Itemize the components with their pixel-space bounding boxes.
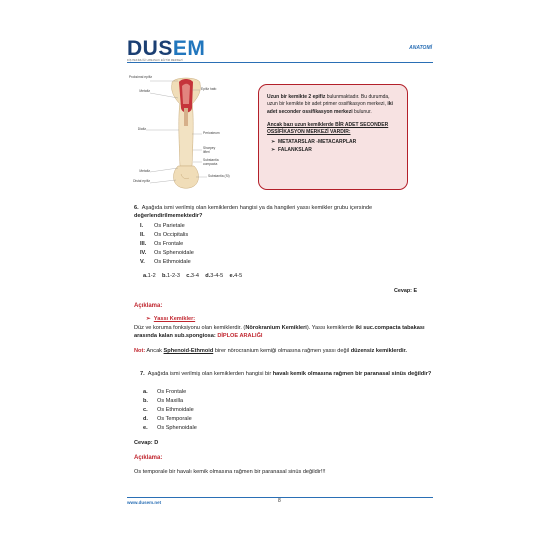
q6-explanation-title: Açıklama: xyxy=(134,303,163,309)
page-number: 8 xyxy=(278,498,281,504)
q6-note: Not: Ancak Sphenoid-Ethmoid birer nörocranium kemiği olmasına rağmen yassı değil düzensiz kemiklerdir. xyxy=(134,348,407,354)
label-metaphysis-bottom: Metafiz xyxy=(139,169,150,173)
label-substantia-compacta: Substantia compacta xyxy=(203,158,219,166)
arrow-bullet-icon: ➢ xyxy=(271,139,276,146)
info-paragraph-1: Uzun bir kemikte 2 epifiz bulunmaktadır. Bu durumda, uzun bir kemikte bir adet primer ossifikasyon merkezi, iki adet seconder ossifikasyon merkezi bulunur. xyxy=(267,94,393,115)
q7-explanation-title: Açıklama: xyxy=(134,455,163,461)
q6-choices: a.1-2 b.1-2-3 c.3-4 d.3-4-5 e.4-5 xyxy=(143,273,243,279)
q6-answer: Cevap: E xyxy=(394,288,418,294)
arrow-bullet-icon: ➢ xyxy=(146,316,151,322)
q7-answer: Cevap: D xyxy=(134,440,159,446)
label-periosteum: Periosteum xyxy=(203,131,220,135)
q7-option: d. Os Temporale xyxy=(143,416,192,422)
label-proximal-epiphysis: Proksimal epifiz xyxy=(128,75,152,79)
question-6: 6. Aşağıda ismi verilmiş olan kemiklerden hangisi ya da hangileri yassı kemikler grubu içersinde değerlendirilmemektedir? xyxy=(134,205,373,220)
info-bullet: ➢ METATARSLAR -METACARPLAR xyxy=(271,139,357,146)
q6-option: I. Os Parietale xyxy=(140,223,185,229)
footer-url-link[interactable]: www.dusem.net xyxy=(127,500,162,505)
q6-subtitle: ➢ Yassı Kemikler: xyxy=(146,316,196,322)
long-bone-figure xyxy=(128,74,242,194)
logo-tagline: DİŞ HEKİMLİĞİ UZMANLIK EĞİTİM MERKEZİ xyxy=(127,59,183,62)
q6-explanation-text: Düz ve koruma fonksiyonu olan kemiklerdir. (Nörokranium Kemikleri). Yassı kemiklerde iki suc.compacta tabakası arasında kalan sub.spongiosa: DİPLOE ARALIĞI xyxy=(134,325,425,340)
q7-option: c. Os Ethmoidale xyxy=(143,407,194,413)
label-substantia-spongiosa: Substantia (Si) xyxy=(208,174,230,178)
q7-option: a. Os Frontale xyxy=(143,389,187,395)
label-metaphysis-top: Metafiz xyxy=(139,89,150,93)
label-diaphysis: Diafiz xyxy=(137,127,146,131)
dusem-logo: DUSEM xyxy=(127,37,206,60)
info-paragraph-2: Ancak bazı uzun kemiklerde BİR ADET SECONDER OSSİFİKASYON MERKEZİ VARDIR: xyxy=(267,121,389,136)
section-title: ANATOMİ xyxy=(409,45,432,51)
q7-option: e. Os Sphenoidale xyxy=(143,425,197,431)
q6-option: IV. Os Sphenoidale xyxy=(140,250,194,256)
q6-option: II. Os Occipitalis xyxy=(140,232,189,238)
header-divider xyxy=(127,62,433,63)
arrow-bullet-icon: ➢ xyxy=(271,146,276,153)
info-bullet-list xyxy=(267,139,399,154)
q6-option: III. Os Frontale xyxy=(140,241,184,247)
label-sharpey-fibers: Sharpey lifleri xyxy=(203,146,216,154)
q7-explanation-text: Os temporale bir havalı kemik olmasına rağmen bir paranasal sinüs değildir!!! xyxy=(134,469,326,475)
question-7: 7. Aşağıda ismi verilmiş olan kemiklerden hangisi bir havalı kemik olmasına rağmen bir paranasal sinüs değildir? xyxy=(140,371,432,377)
info-bullet: ➢ FALANKSLAR xyxy=(271,146,312,153)
label-distal-epiphysis: Distal epifiz xyxy=(133,179,150,183)
q6-option: V. Os Ethmoidale xyxy=(140,259,191,265)
q7-option: b. Os Maxilla xyxy=(143,398,184,404)
label-epiphyseal-line: Epifiz hattı xyxy=(201,87,217,91)
info-box xyxy=(258,84,408,190)
